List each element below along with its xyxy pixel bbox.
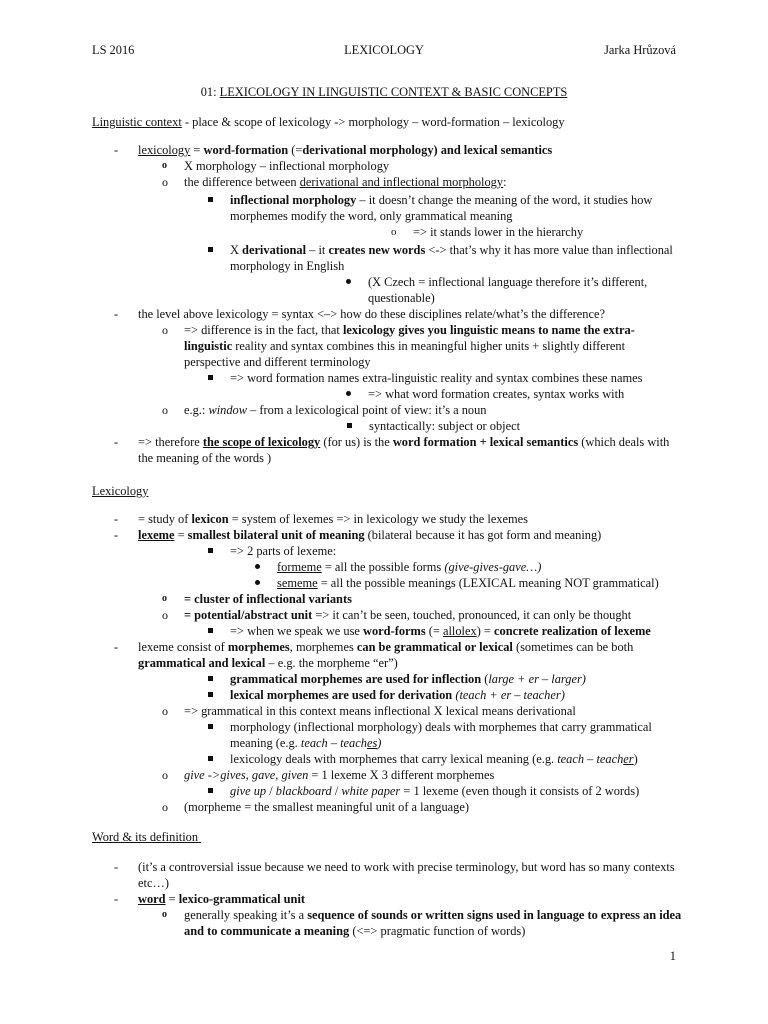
text: : (503, 175, 507, 189)
text: / (266, 784, 276, 798)
document-title (0, 84, 768, 100)
text: => it can’t be seen, touched, pronounced, it can only be thought (312, 608, 632, 622)
bold-text: concrete realization of lexeme (494, 624, 651, 638)
list-item: - = study of lexicon = system of lexemes => in lexicology we study the lexemes (114, 512, 528, 526)
text: (which deals with the meaning of the words ) (138, 435, 670, 465)
list-item: o = cluster of inflectional variants (162, 592, 352, 606)
section-linguistic-context (92, 114, 682, 130)
text: the difference between (184, 175, 300, 189)
text: => difference is in the fact, that (184, 323, 343, 337)
list-item (230, 719, 682, 751)
term: formeme (277, 560, 322, 574)
bold-text: grammatical and lexical (138, 656, 266, 670)
italic-text: give ->gives, gave, given (184, 768, 309, 782)
text: => when we speak we use (230, 624, 364, 638)
section-heading: Lexicology (92, 484, 149, 498)
list-item (230, 687, 682, 703)
header-left: LS 2016 (92, 43, 135, 57)
list-item: o X morphology – inflectional morphology (184, 158, 682, 174)
text: generally speaking it’s a (184, 908, 308, 922)
text: the level above lexicology = syntax <–> how do these disciplines relate/what’s the difference? (138, 307, 605, 321)
text: = 1 lexeme (even though it consists of 2 words) (400, 784, 640, 798)
header-right: Jarka Hrůzová (604, 43, 676, 57)
list-item (277, 575, 682, 591)
list-item: o => difference is in the fact, that lexicology gives you linguistic means to name the extra-linguistic reality and syntax combines this in meaningful higher units + slightly different perspective and different terminology (162, 323, 635, 369)
list-item (230, 783, 682, 799)
text: (X Czech = inflectional language therefore it’s different, questionable) (368, 275, 648, 305)
text: = all the possible forms (321, 560, 445, 574)
list-item: o the difference between derivational and inflectional morphology: (162, 175, 507, 189)
text: morphology (inflectional morphology) deals with morphemes that carry grammatical meaning (e.g. (230, 720, 652, 750)
section-heading: Linguistic context (92, 115, 182, 129)
list-item (369, 418, 682, 434)
italic-text: ) (377, 736, 382, 750)
text: (morpheme = the smallest meaningful unit of a language) (184, 800, 470, 814)
section-heading: Word & its definition (92, 830, 202, 844)
text: = (165, 892, 179, 906)
bold-text: smallest bilateral unit of meaning (187, 528, 365, 542)
list-item: o (morpheme = the smallest meaningful unit of a language) (184, 799, 682, 815)
text: X morphology – inflectional morphology (184, 159, 390, 173)
italic-text: blackboard (275, 784, 332, 798)
bold-text: grammatical morphemes are used for inflection (230, 672, 482, 686)
text: => word formation names extra-linguistic reality and syntax combines these names (230, 371, 643, 385)
text: (it’s a controversial issue because we need to work with precise terminology, but word has so many contexts etc…) (138, 860, 675, 890)
list-item: - (it’s a controversial issue because we need to work with precise terminology, but word has so many contexts etc…) (138, 859, 682, 891)
list-item (230, 192, 682, 224)
text: (for us) is the (320, 435, 393, 449)
italic-term: er (623, 752, 634, 766)
text: reality and syntax combines this in meaningful higher units + slightly different perspective and different terminology (184, 339, 626, 369)
header-center: LEXICOLOGY (344, 43, 424, 57)
text: (bilateral because it has got form and meaning) (364, 528, 602, 542)
bold-text: derivational (242, 243, 307, 257)
text: => grammatical in this context means inflectional X lexical means derivational (184, 704, 576, 718)
text: X (230, 243, 243, 257)
list-linguistic-context (92, 142, 682, 466)
text: ( (481, 672, 489, 686)
list-item: - lexeme consist of morphemes, morphemes can be grammatical or lexical (sometimes can be both grammatical and lexical – e.g. the morpheme “er”) (114, 640, 634, 670)
text: ) = (476, 624, 494, 638)
italic-text: (give-gives-gave…) (444, 560, 542, 574)
title-text: LEXICOLOGY IN LINGUISTIC CONTEXT & BASIC CONCEPTS (219, 85, 568, 99)
list-item (230, 543, 682, 559)
text: => what word formation creates, syntax works with (368, 387, 625, 401)
italic-text: white paper (341, 784, 401, 798)
text: – e.g. the morpheme “er”) (265, 656, 398, 670)
bold-text: lexical morphemes are used for derivation (230, 688, 453, 702)
list-item: - the level above lexicology = syntax <–> how do these disciplines relate/what’s the difference? (138, 306, 682, 322)
text: , morphemes (289, 640, 357, 654)
italic-text: give up (230, 784, 267, 798)
list-item: o e.g.: window – from a lexicological point of view: it’s a noun (162, 403, 487, 417)
list-item: o => grammatical in this context means inflectional X lexical means derivational (184, 703, 682, 719)
section-lexicology (92, 483, 682, 499)
italic-text: teach – teach (300, 736, 367, 750)
bold-text: word formation + lexical semantics (392, 435, 579, 449)
text: = study of (138, 512, 192, 526)
bold-text: morphemes (227, 640, 290, 654)
list-item (230, 242, 682, 274)
list-item: o generally speaking it’s a sequence of sounds or written signs used in language to express an idea and to communicate a meaning (<=> pragmatic function of words) (162, 908, 682, 938)
text: = (174, 528, 188, 542)
term: allolex (442, 624, 477, 638)
list-item: - lexicology = word-formation (=derivational morphology) and lexical semantics (114, 143, 553, 157)
term: derivational and inflectional morphology (299, 175, 504, 189)
term: lexicology (138, 143, 191, 157)
text: – it doesn’t change the meaning of the word, it studies how morphemes modify the word, only grammatical meaning (230, 193, 653, 223)
list-item (230, 370, 682, 386)
list-item (230, 671, 682, 687)
list-lexicology (92, 511, 682, 815)
bold-text: lexicology gives you linguistic means to name the extra-linguistic (184, 323, 635, 353)
section-heading-tail: - place & scope of lexicology -> morphology – word-formation – lexicology (181, 115, 565, 129)
italic-text: (teach + er – teacher) (455, 688, 565, 702)
bold-text: creates new words (328, 243, 426, 257)
title-prefix: 01: (200, 85, 220, 99)
text: lexeme consist of (138, 640, 228, 654)
italic-text: teach – teach (557, 752, 624, 766)
text: = (190, 143, 204, 157)
text: syntactically: subject or object (369, 419, 521, 433)
text: (= (288, 143, 303, 157)
list-item: - word = lexico-grammatical unit (114, 892, 306, 906)
bold-text: lexico-grammatical unit (178, 892, 306, 906)
section-word-definition (92, 829, 682, 845)
italic-text: large + er – larger) (488, 672, 586, 686)
list-item (368, 386, 682, 402)
list-item: o give ->gives, gave, given = 1 lexeme X 3 different morphemes (162, 768, 495, 782)
text: => 2 parts of lexeme: (230, 544, 337, 558)
list-item (368, 274, 682, 306)
italic-term: es (366, 736, 378, 750)
list-word-definition (92, 859, 682, 939)
bold-term: the scope of lexicology (202, 435, 321, 449)
bold-text: sequence of sounds or written signs used in language to express an idea and to communicate a meaning (184, 908, 682, 938)
text: = system of lexemes => in lexicology we study the lexemes (228, 512, 528, 526)
list-item (230, 623, 682, 639)
text: (= (425, 624, 443, 638)
page-number: 1 (669, 949, 676, 963)
italic-text: window (208, 403, 247, 417)
text: (sometimes can be both (512, 640, 634, 654)
text: = 1 lexeme X 3 different morphemes (308, 768, 495, 782)
list-item: o => it stands lower in the hierarchy (413, 224, 682, 240)
document-body (92, 114, 682, 939)
text: (<=> pragmatic function of words) (349, 924, 526, 938)
bold-term: lexeme (138, 528, 175, 542)
list-item (277, 559, 682, 575)
bold-term: word (138, 892, 166, 906)
text: <-> that’s why it has more value than inflectional morphology in English (230, 243, 673, 273)
text: – it (306, 243, 329, 257)
list-item: o = potential/abstract unit => it can’t be seen, touched, pronounced, it can only be thought (162, 608, 632, 622)
bold-text: derivational morphology) and lexical semantics (302, 143, 553, 157)
bold-text: word-formation (203, 143, 289, 157)
bold-text: can be grammatical or lexical (356, 640, 513, 654)
text: – from a lexicological point of view: it’s a noun (247, 403, 487, 417)
text: lexicology deals with morphemes that carry lexical meaning (e.g. (230, 752, 558, 766)
text: e.g.: (184, 403, 209, 417)
list-item: - lexeme = smallest bilateral unit of meaning (bilateral because it has got form and meaning) (114, 528, 602, 542)
text: / (331, 784, 342, 798)
list-item: - => therefore the scope of lexicology (for us) is the word formation + lexical semantics (which deals with the meaning of the words ) (114, 435, 670, 465)
bold-text: inflectional morphology (230, 193, 357, 207)
text: => it stands lower in the hierarchy (413, 225, 584, 239)
bold-text: = potential/abstract unit (184, 608, 313, 622)
bold-text: = cluster of inflectional variants (184, 592, 352, 606)
list-item (230, 751, 682, 767)
bold-text: lexicon (191, 512, 229, 526)
page-header (92, 42, 676, 58)
term: sememe (277, 576, 318, 590)
text: => therefore (138, 435, 203, 449)
text: = all the possible meanings (LEXICAL meaning NOT grammatical) (317, 576, 659, 590)
bold-text: word-forms (363, 624, 426, 638)
text: ) (633, 752, 638, 766)
